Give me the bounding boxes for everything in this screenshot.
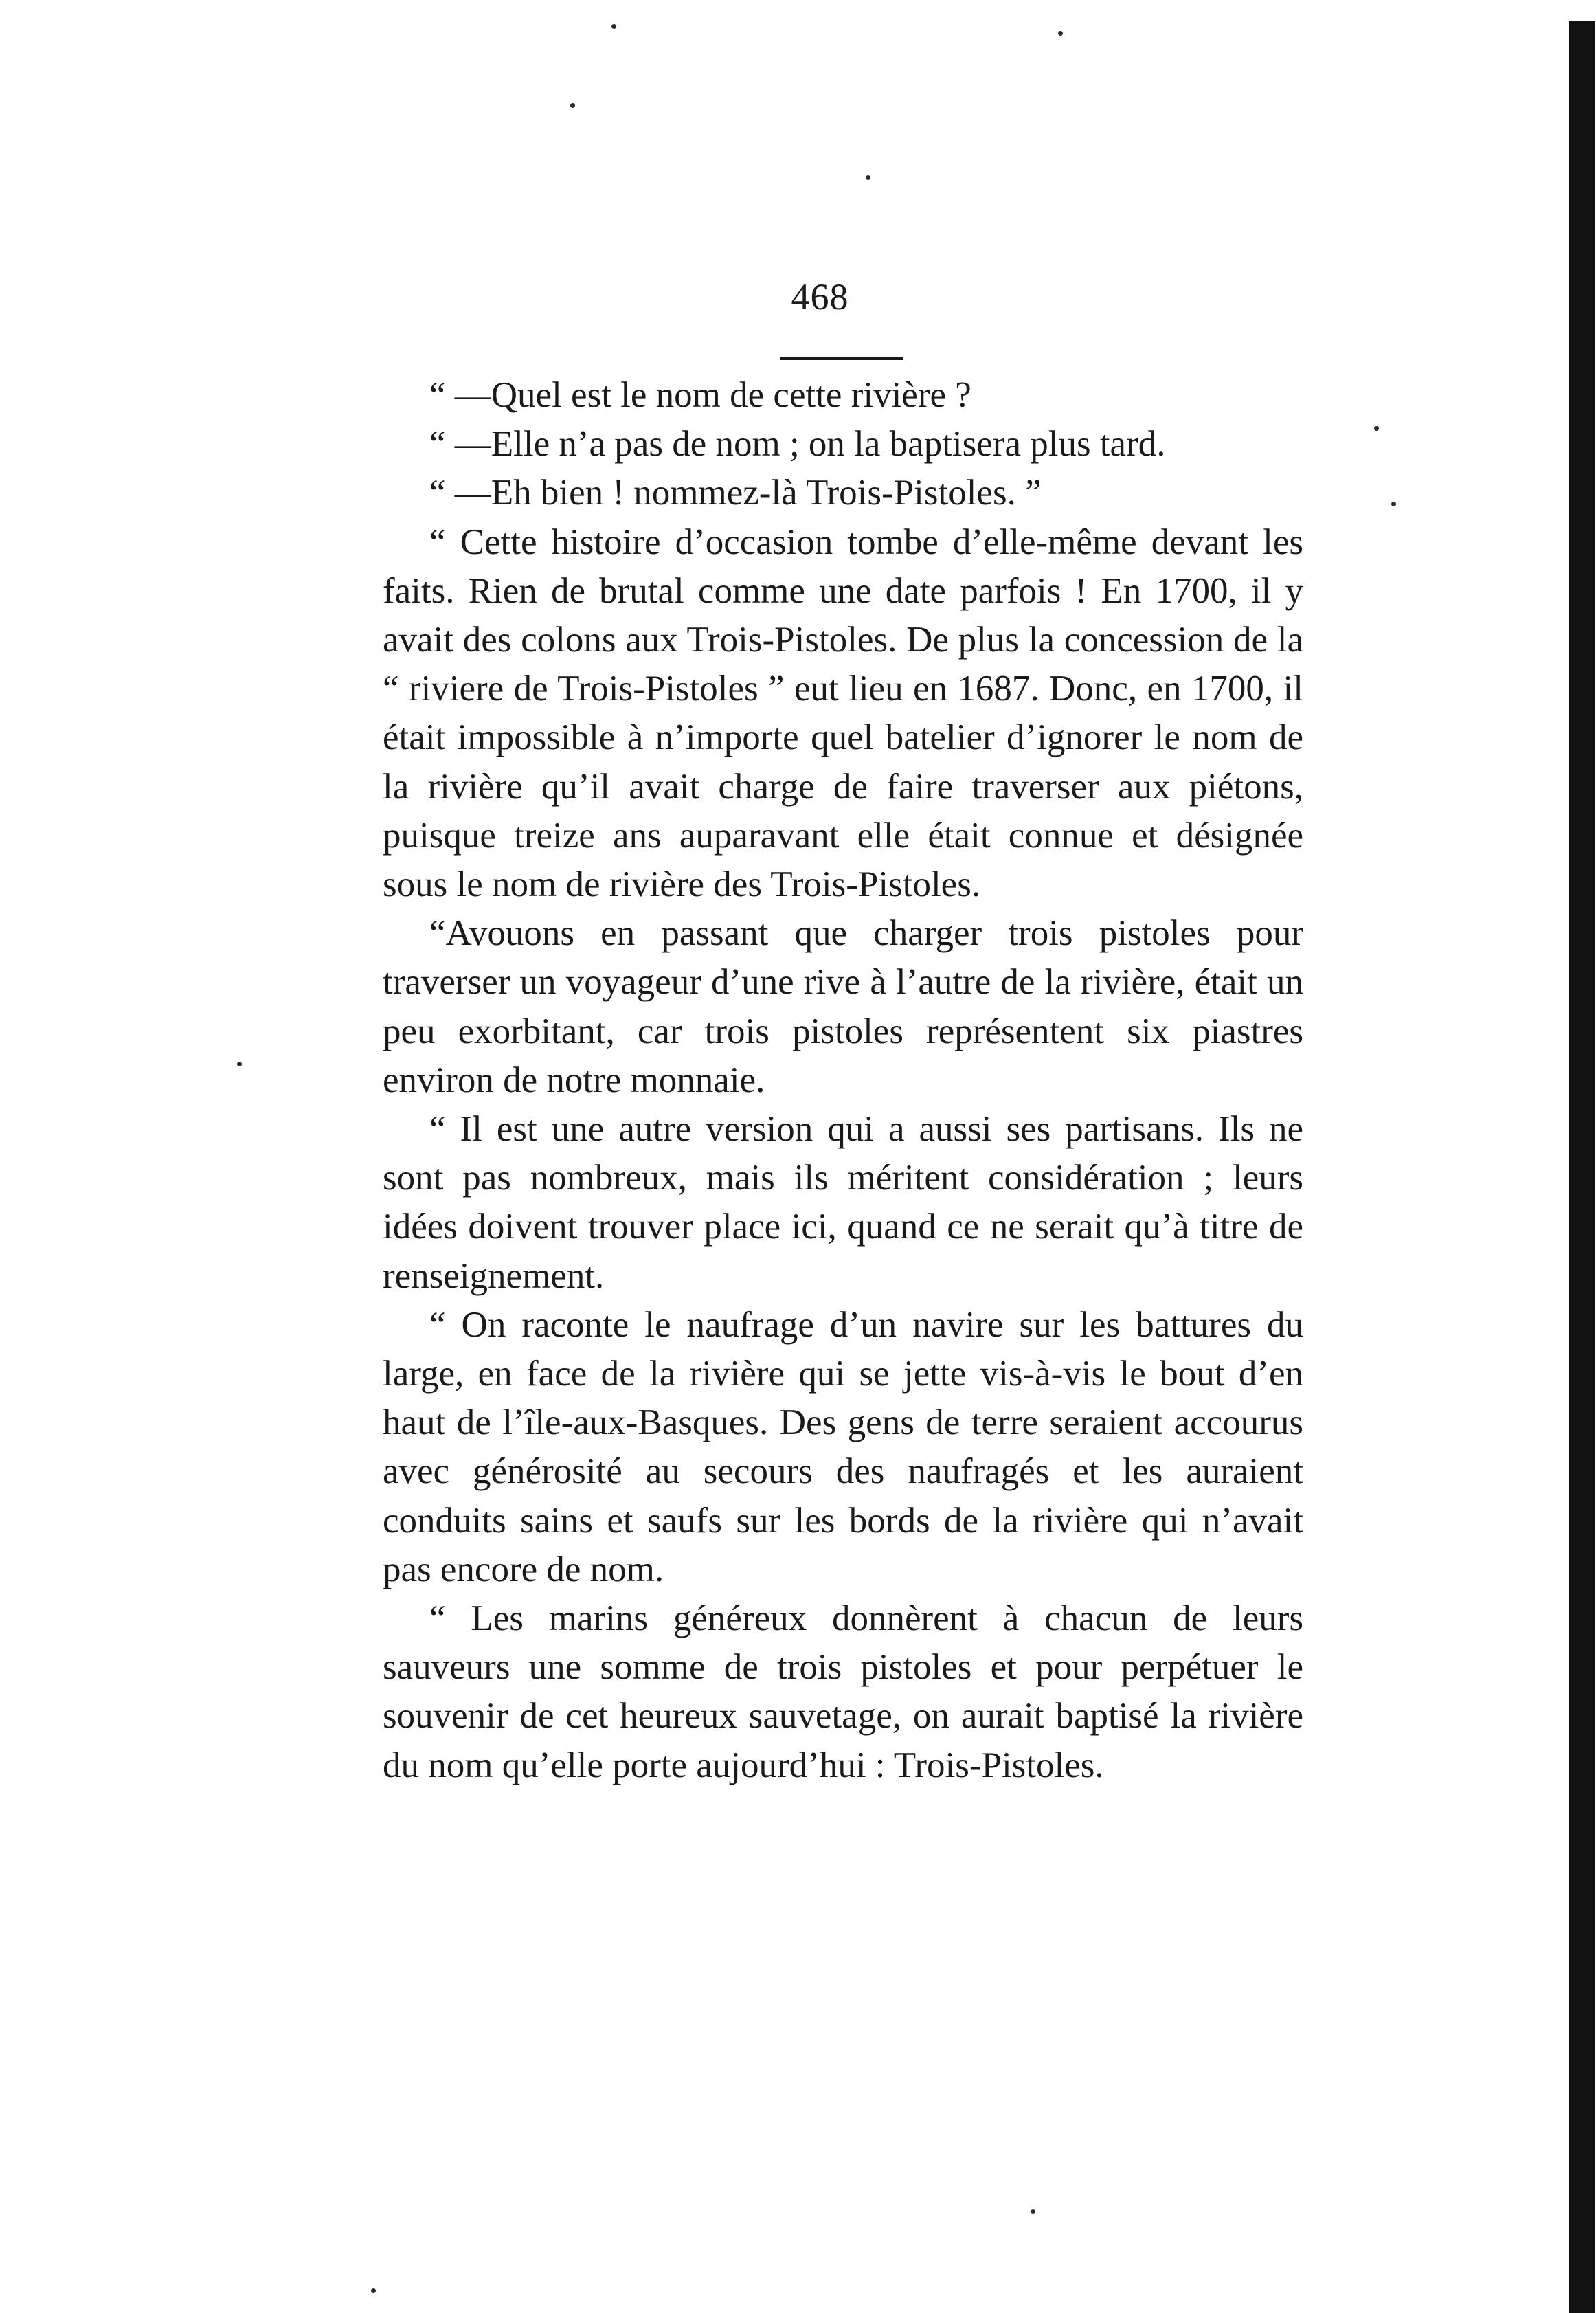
page-edge-shadow — [1569, 21, 1595, 2313]
scan-speck — [1031, 2209, 1035, 2214]
paragraph-dialogue-naming: “ —Eh bien ! nommez-là Trois-Pistoles. ” — [429, 473, 1042, 513]
scan-speck — [371, 2288, 376, 2293]
paragraph-dialogue-answer: “ —Elle n’a pas de nom ; on la baptisera plus tard. — [429, 424, 1166, 465]
scan-speck — [611, 24, 616, 29]
scan-speck — [1374, 426, 1379, 431]
page-number: 468 — [791, 276, 849, 317]
paragraph-dialogue-question: “ —Quel est le nom de cette rivière ? — [429, 375, 971, 415]
scan-speck — [570, 103, 575, 108]
paragraph-other-version: “ Il est une autre version qui a aussi ses partisans. Ils ne sont pas nombreux, mais ils méritent considération ; leurs idées doivent trouver place ici, quand ce ne serait qu’à titre de renseignement. — [383, 1109, 1303, 1296]
paragraph-refutation: “ Cette histoire d’occasion tombe d’elle-même devant les faits. Rien de brutal comme une date parfois ! En 1700, il y avait des colons aux Trois-Pistoles. De plus la concession de la “ riviere de Trois-Pistoles ” eut lieu en 1687. Donc, en 1700, il était impossible à n’importe quel batelier d’ignorer le nom de la rivière qu’il avait charge de faire traverser aux piétons, puisque treize ans auparavant elle était connue et désignée sous le nom de rivière des Trois-Pistoles. — [383, 522, 1303, 905]
body-text — [383, 371, 1303, 1790]
paragraph-shipwreck: “ On raconte le naufrage d’un navire sur les battures du large, en face de la rivière qui se jette vis-à-vis le bout d’en haut de l’île-aux-Basques. Des gens de terre seraient accourus avec générosité au secours des naufragés et les auraient conduits sains et saufs sur les bords de la rivière qui n’avait pas encore de nom. — [383, 1304, 1303, 1589]
header-rule — [780, 357, 903, 360]
scan-speck — [1058, 31, 1063, 36]
paragraph-sailors-reward: “ Les marins généreux donnèrent à chacun de leurs sauveurs une somme de trois pistoles et pour perpétuer le souvenir de cet heureux sauvetage, on aurait baptisé la rivière du nom qu’elle porte aujourd’hui : Trois-Pistoles. — [383, 1598, 1303, 1785]
paragraph-price-remark: “Avouons en passant que charger trois pistoles pour traverser un voyageur d’une rive à l’autre de la rivière, était un peu exorbitant, car trois pistoles représentent six piastres environ de notre monnaie. — [383, 913, 1303, 1100]
scan-speck — [866, 175, 870, 180]
scan-speck — [237, 1062, 242, 1066]
scan-speck — [1391, 502, 1396, 506]
